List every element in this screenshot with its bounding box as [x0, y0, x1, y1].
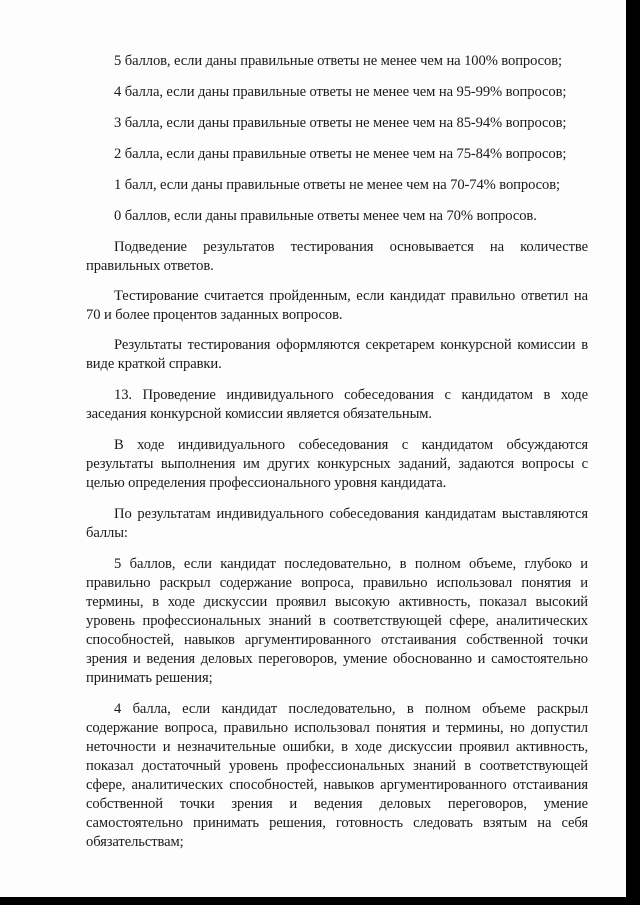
item-13-paragraph: 13. Проведение индивидуального собеседования с кандидатом в ходе заседания конкурсной комиссии является обязательным.: [86, 387, 588, 422]
test-score-2: 2 балла, если даны правильные ответы не менее чем на 75-84% вопросов;: [114, 146, 567, 162]
interview-score-4-paragraph: 4 балла, если кандидат последовательно, в полном объеме раскрыл содержание вопроса, правильно использовал понятия и термины, но допустил неточности и незначительные ошибки, в ходе дискуссии проявил активность, показал достаточный уровень профессиональных знаний в соответствующей сфере, аналитических способностей, навыков аргументированного отстаивания собственной точки зрения и ведения деловых переговоров, умение самостоятельно принимать решения, готовность следовать взятым на себя обязательствам;: [86, 701, 588, 850]
passed-paragraph: Тестирование считается пройденным, если кандидат правильно ответил на 70 и более процентов заданных вопросов.: [86, 288, 588, 323]
test-score-4: 4 балла, если даны правильные ответы не менее чем на 95-99% вопросов;: [114, 84, 567, 100]
interview-paragraph: В ходе индивидуального собеседования с кандидатом обсуждаются результаты выполнения им других конкурсных заданий, задаются вопросы с целью определения профессионального уровня кандидата.: [86, 437, 588, 491]
test-score-0: 0 баллов, если даны правильные ответы менее чем на 70% вопросов.: [114, 208, 537, 224]
summary-paragraph: Подведение результатов тестирования основывается на количестве правильных ответов.: [86, 239, 588, 274]
interview-scores-paragraph: По результатам индивидуального собеседования кандидатам выставляются баллы:: [86, 506, 588, 541]
page-content: [86, 52, 588, 852]
interview-score-5-paragraph: 5 баллов, если кандидат последовательно, в полном объеме, глубоко и правильно раскрыл содержание вопроса, правильно использовал понятия и термины, в ходе дискуссии проявил высокую активность, показал высокий уровень профессиональных знаний в соответствующей сфере, аналитических способностей, навыков аргументированного отстаивания собственной точки зрения и ведения деловых переговоров, умение обоснованно и самостоятельно принимать решения;: [86, 556, 588, 686]
scan-edge-bottom: [0, 897, 640, 905]
scan-edge-right: [626, 0, 640, 905]
test-score-5: 5 баллов, если даны правильные ответы не менее чем на 100% вопросов;: [114, 53, 562, 69]
test-score-3: 3 балла, если даны правильные ответы не менее чем на 85-94% вопросов;: [114, 115, 567, 131]
results-paragraph: Результаты тестирования оформляются секретарем конкурсной комиссии в виде краткой справки.: [86, 337, 588, 372]
test-score-1: 1 балл, если даны правильные ответы не менее чем на 70-74% вопросов;: [114, 177, 560, 193]
